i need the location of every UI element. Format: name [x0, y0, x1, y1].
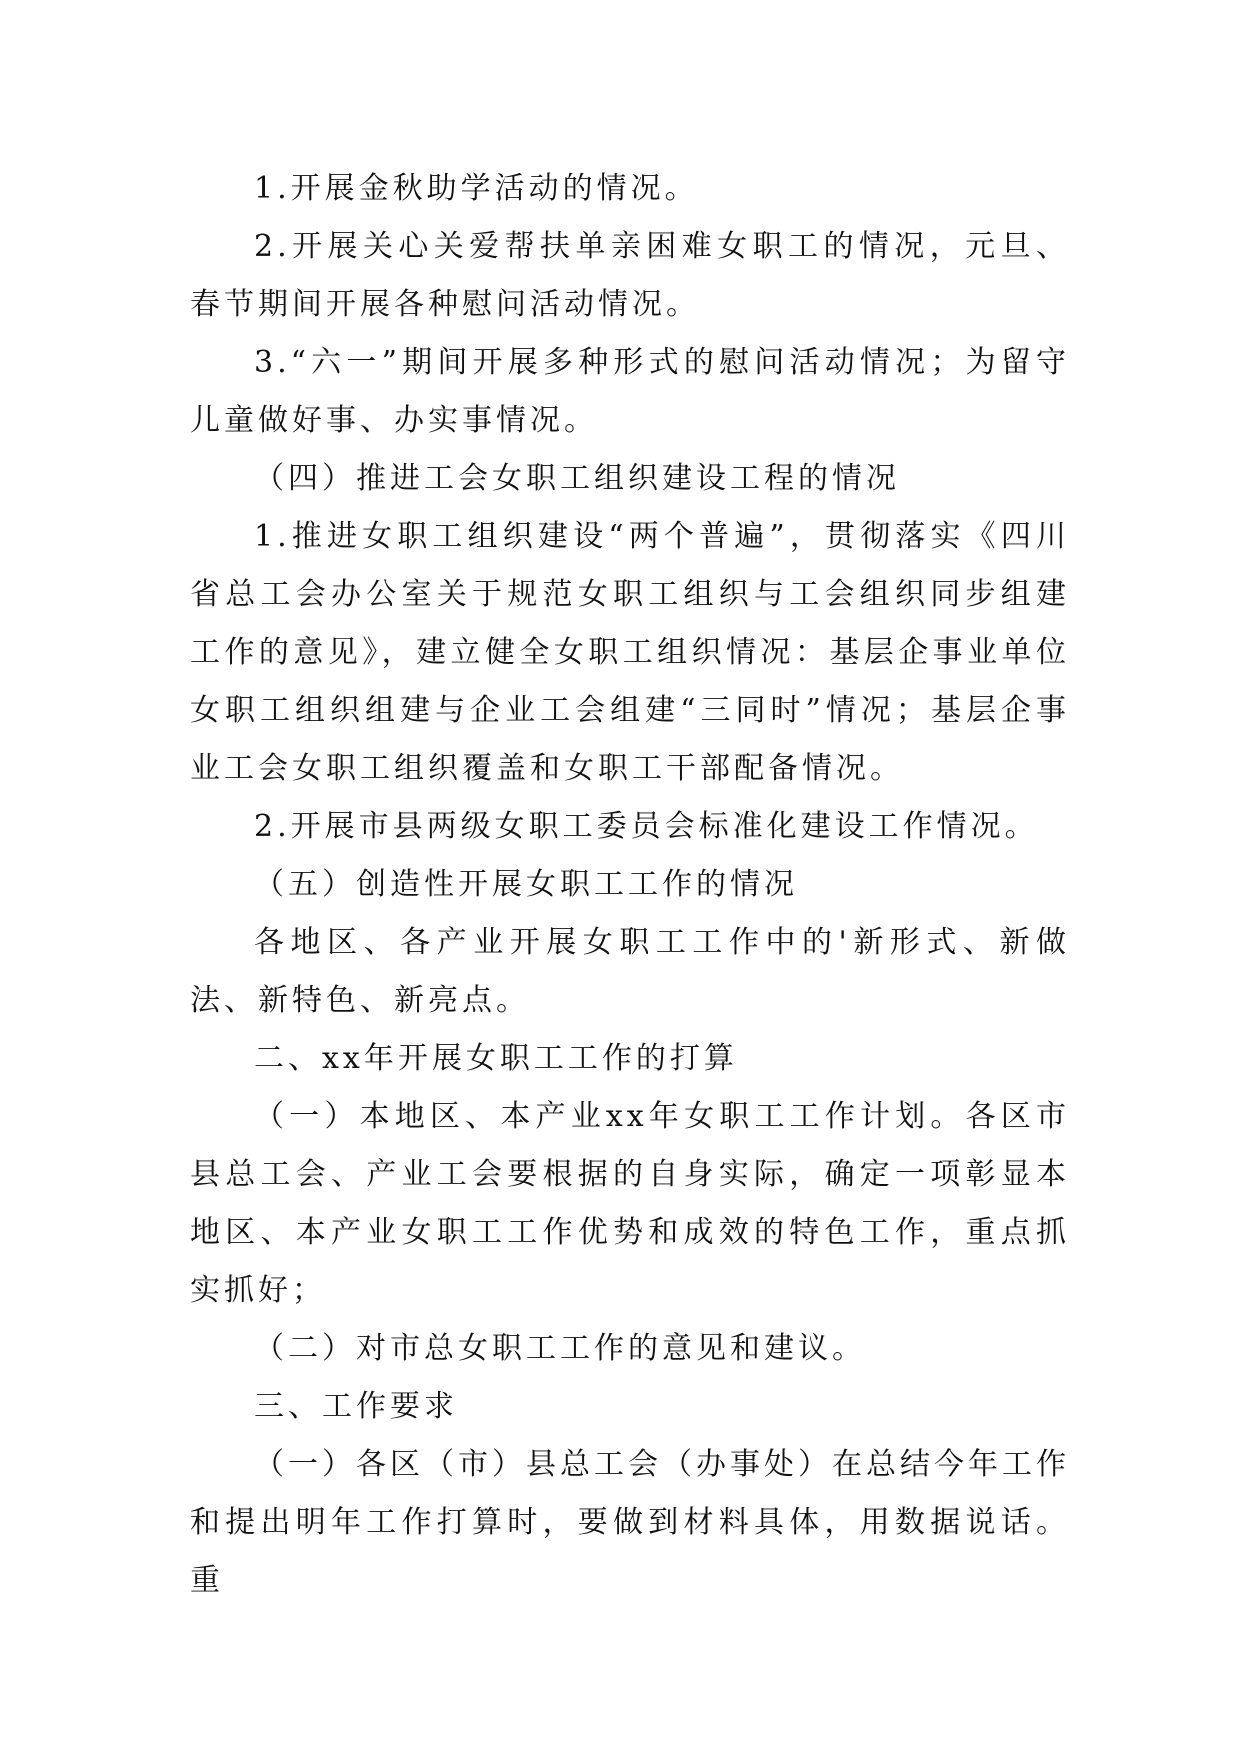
section-heading-five: （五）创造性开展女职工工作的情况	[254, 867, 798, 902]
paragraph-golden-autumn-study-aid: 1.开展金秋助学活动的情况。	[254, 171, 699, 206]
paragraph-single-parent-support: 2.开展关心关爱帮扶单亲困难女职工的情况，元旦、春节期间开展各种慰问活动情况。	[190, 229, 1070, 322]
paragraph-innovation: 各地区、各产业开展女职工工作中的'新形式、新做法、新特色、新亮点。	[190, 925, 1070, 1018]
section-heading-four: （四）推进工会女职工组织建设工程的情况	[254, 461, 900, 496]
paragraph-committee-standardization: 2.开展市县两级女职工委员会标准化建设工作情况。	[254, 809, 1039, 844]
paragraph-work-plan: （一）本地区、本产业xx年女职工工作计划。各区市县总工会、产业工会要根据的自身实际，确定一项彰显本地区、本产业女职工工作优势和成效的特色工作，重点抓实抓好；	[190, 1099, 1070, 1308]
document-body	[190, 160, 1070, 1610]
paragraph-requirements: （一）各区（市）县总工会（办事处）在总结今年工作和提出明年工作打算时，要做到材料具体，用数据说话。重	[190, 1447, 1070, 1598]
paragraph-opinions-suggestions: （二）对市总女职工工作的意见和建议。	[254, 1331, 866, 1366]
paragraph-childrens-day-activities: 3.“六一”期间开展多种形式的慰问活动情况；为留守儿童做好事、办实事情况。	[190, 345, 1070, 438]
section-heading-three: 三、工作要求	[254, 1389, 458, 1424]
paragraph-organization-building: 1.推进女职工组织建设“两个普遍”，贯彻落实《四川省总工会办公室关于规范女职工组织与工会组织同步组建工作的意见》，建立健全女职工组织情况：基层企事业单位女职工组织组建与企业工会组建“三同时”情况；基层企事业工会女职工组织覆盖和女职工干部配备情况。	[190, 519, 1070, 786]
section-heading-two: 二、xx年开展女职工工作的打算	[254, 1041, 738, 1076]
